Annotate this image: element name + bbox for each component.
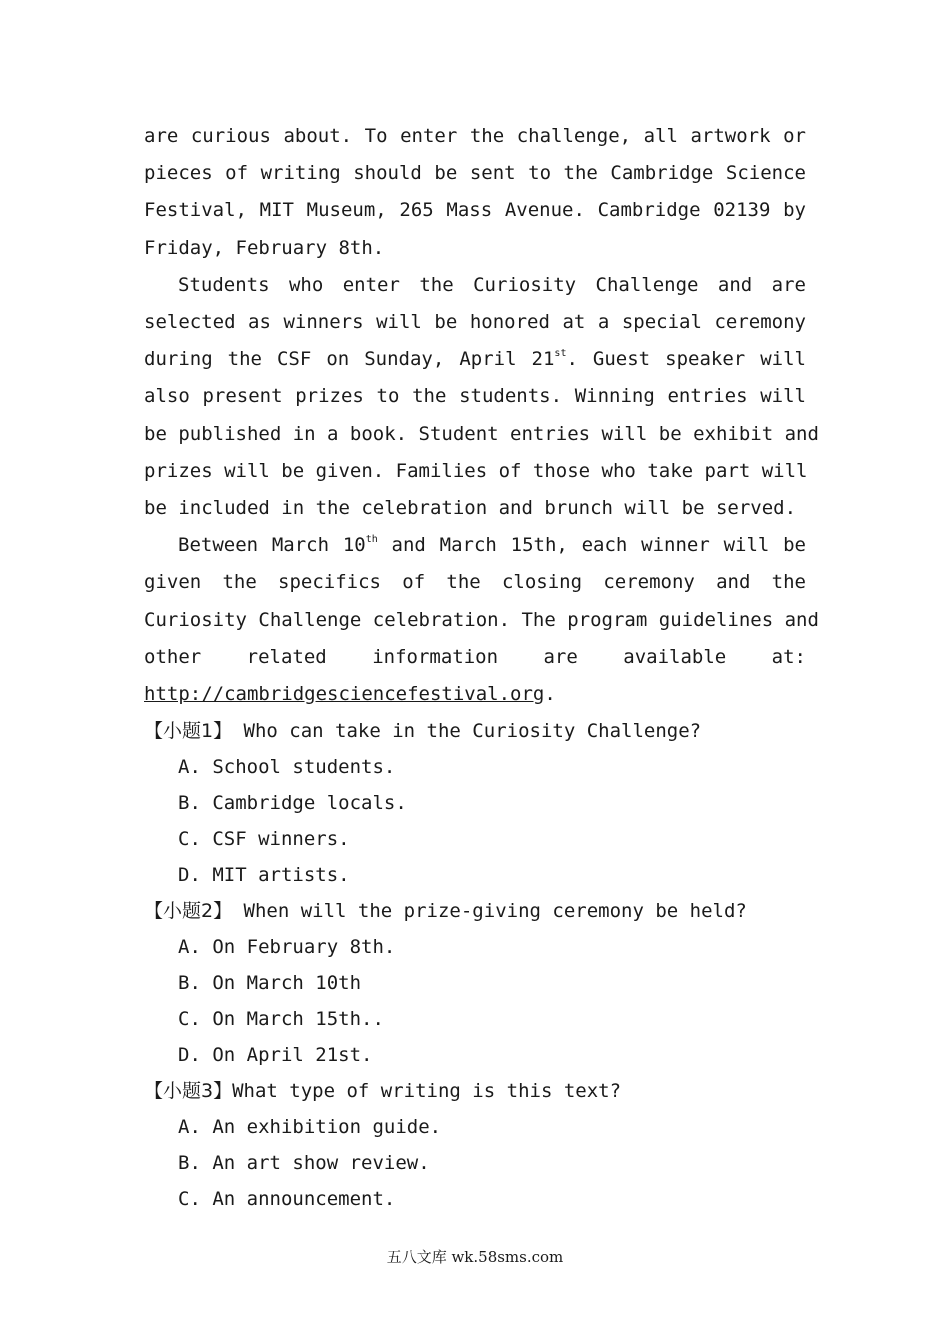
text-line: other related information are available at: — [144, 645, 806, 668]
text-line — [144, 527, 806, 564]
text-line: Students who enter the Curiosity Challenge and are — [178, 273, 806, 296]
text-line: are curious about. To enter the challenge, all artwork or — [144, 125, 806, 147]
text-line: Curiosity Challenge celebration. The program guidelines and — [144, 608, 819, 631]
option-d: D. On April 21st. — [178, 1044, 373, 1067]
questions-section — [144, 713, 806, 1217]
superscript: th — [365, 534, 378, 546]
text-line: prizes will be given. Families of those who take part will — [144, 459, 808, 482]
text-line: be included in the celebration and brunch will be served. — [144, 497, 797, 520]
document-page — [144, 118, 819, 1217]
text-fragment: . — [544, 683, 556, 706]
option-d: D. MIT artists. — [178, 864, 350, 887]
text-line: Friday, February 8th. — [144, 236, 385, 259]
question-text: Who can take in the Curiosity Challenge? — [232, 720, 702, 743]
question-stem — [144, 1073, 806, 1109]
page-footer: 五八文库 wk.58sms.com — [386, 1248, 564, 1266]
text-fragment: during the CSF on Sunday, April 21 — [144, 348, 555, 371]
option-b: B. On March 10th — [178, 972, 362, 995]
option-b: B. An art show review. — [178, 1152, 430, 1175]
text-line: also present prizes to the students. Winning entries will — [144, 385, 806, 408]
question-label: 【小题1】 — [144, 720, 233, 743]
text-fragment: Between March 10 — [178, 534, 366, 557]
option-c: C. An announcement. — [178, 1188, 396, 1211]
question-stem — [144, 713, 806, 749]
text-line: pieces of writing should be sent to the Cambridge Science — [144, 162, 806, 185]
option-a: A. An exhibition guide. — [178, 1116, 442, 1139]
text-line: be published in a book. Student entries will be exhibit and — [144, 422, 819, 445]
question-2 — [144, 893, 806, 1073]
text-line — [144, 676, 806, 713]
festival-link[interactable]: http://cambridgesciencefestival.org — [144, 683, 545, 706]
paragraph-1 — [144, 118, 806, 267]
text-line: Festival, MIT Museum, 265 Mass Avenue. Cambridge 02139 by — [144, 199, 806, 222]
text-line — [144, 341, 806, 378]
question-text: When will the prize-giving ceremony be held? — [232, 900, 747, 923]
paragraph-3 — [144, 527, 819, 713]
question-3 — [144, 1073, 806, 1217]
question-label: 【小题3】 — [144, 1080, 233, 1103]
paragraph-2 — [144, 267, 819, 527]
option-c: C. CSF winners. — [178, 828, 350, 851]
option-a: A. On February 8th. — [178, 936, 396, 959]
question-text: What type of writing is this text? — [232, 1080, 622, 1103]
option-c: C. On March 15th.. — [178, 1008, 384, 1031]
superscript: st — [554, 348, 567, 360]
option-a: A. School students. — [178, 756, 396, 779]
question-1 — [144, 713, 806, 893]
text-fragment: . Guest speaker will — [566, 348, 806, 371]
text-fragment: and March 15th, each winner will be — [377, 534, 806, 557]
text-line: selected as winners will be honored at a special ceremony — [144, 311, 806, 334]
text-line: given the specifics of the closing ceremony and the — [144, 571, 806, 594]
option-b: B. Cambridge locals. — [178, 792, 407, 815]
question-stem — [144, 893, 806, 929]
question-label: 【小题2】 — [144, 900, 233, 923]
